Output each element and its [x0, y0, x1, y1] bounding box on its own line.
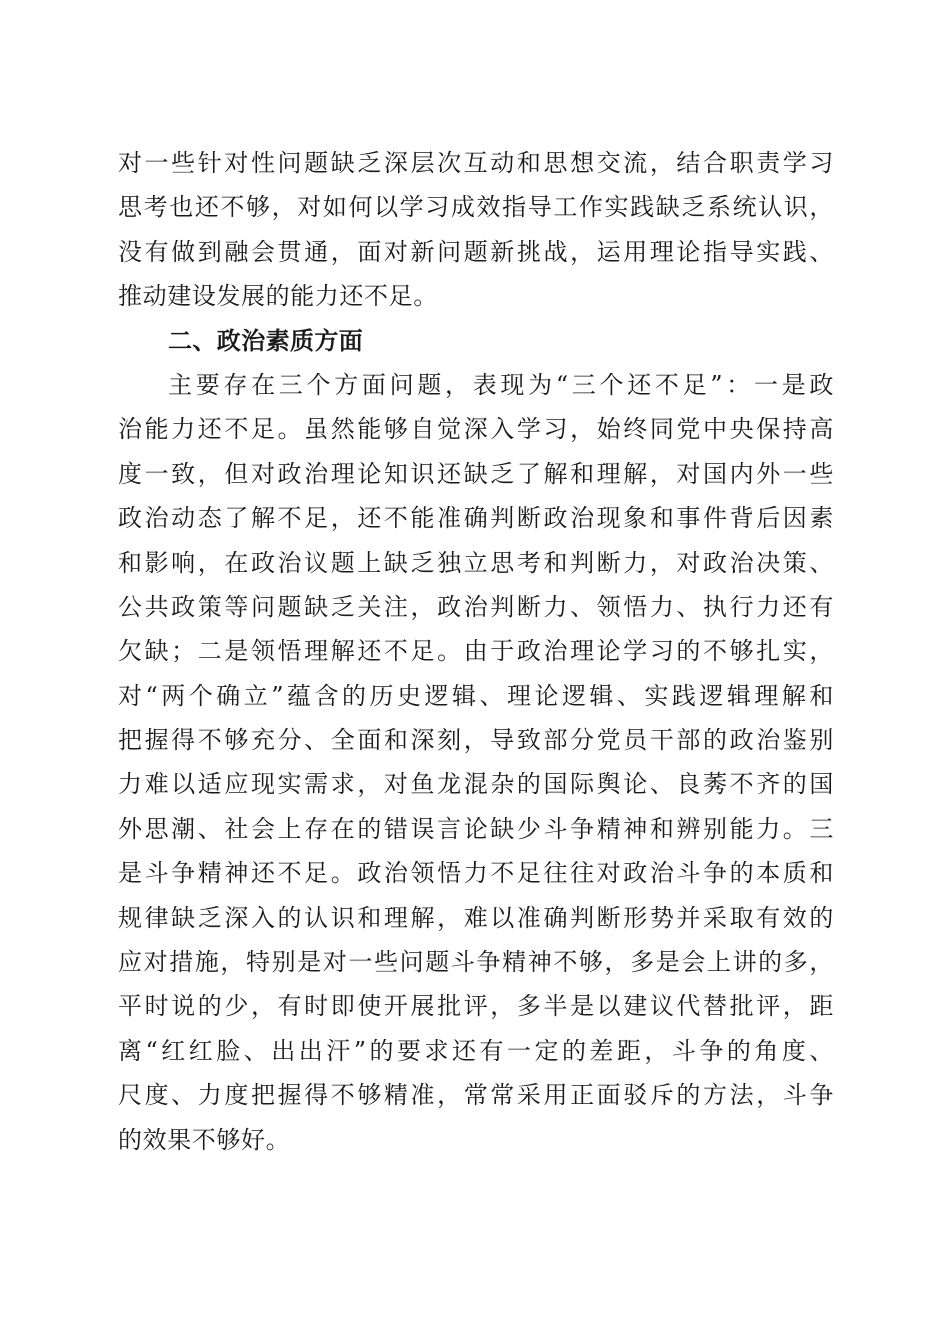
text-line: 把握得不够充分、全面和深刻，导致部分党员干部的政治鉴别	[118, 726, 834, 755]
text-line: 对“两个确立”蕴含的历史逻辑、理论逻辑、实践逻辑理解和	[118, 681, 834, 710]
text-line: 力难以适应现实需求，对鱼龙混杂的国际舆论、良莠不齐的国	[118, 770, 834, 799]
text-line: 平时说的少，有时即使开展批评，多半是以建议代替批评，距	[118, 992, 834, 1021]
text-line: 度一致，但对政治理论知识还缺乏了解和理解，对国内外一些	[118, 459, 834, 488]
text-line: 推动建设发展的能力还不足。	[118, 282, 438, 311]
text-line: 尺度、力度把握得不够精准，常常采用正面驳斥的方法，斗争	[118, 1081, 834, 1110]
section-heading: 二、政治素质方面	[168, 326, 364, 355]
text-line: 政治动态了解不足，还不能准确判断政治现象和事件背后因素	[118, 504, 834, 533]
text-line: 和影响，在政治议题上缺乏独立思考和判断力，对政治决策、	[118, 548, 834, 577]
text-line: 思考也还不够，对如何以学习成效指导工作实践缺乏系统认识，	[118, 193, 834, 222]
text-line: 离“红红脸、出出汗”的要求还有一定的差距，斗争的角度、	[118, 1036, 834, 1065]
document-body	[118, 141, 834, 1162]
text-line: 没有做到融会贯通，面对新问题新挑战，运用理论指导实践、	[118, 237, 834, 266]
text-line: 欠缺；二是领悟理解还不足。由于政治理论学习的不够扎实，	[118, 637, 834, 666]
paragraph-political-quality	[118, 363, 834, 1162]
text-line: 公共政策等问题缺乏关注，政治判断力、领悟力、执行力还有	[118, 592, 834, 621]
text-line: 主要存在三个方面问题，表现为“三个还不足”：一是政	[168, 370, 834, 399]
text-line: 是斗争精神还不足。政治领悟力不足往往对政治斗争的本质和	[118, 859, 834, 888]
text-line: 规律缺乏深入的认识和理解，难以准确判断形势并采取有效的	[118, 903, 834, 932]
paragraph-continuation	[118, 141, 834, 319]
text-line: 的效果不够好。	[118, 1125, 291, 1154]
text-line: 外思潮、社会上存在的错误言论缺少斗争精神和辨别能力。三	[118, 814, 834, 843]
text-line: 应对措施，特别是对一些问题斗争精神不够，多是会上讲的多，	[118, 948, 834, 977]
text-line: 对一些针对性问题缺乏深层次互动和思想交流，结合职责学习	[118, 149, 834, 177]
text-line: 治能力还不足。虽然能够自觉深入学习，始终同党中央保持高	[118, 415, 834, 444]
